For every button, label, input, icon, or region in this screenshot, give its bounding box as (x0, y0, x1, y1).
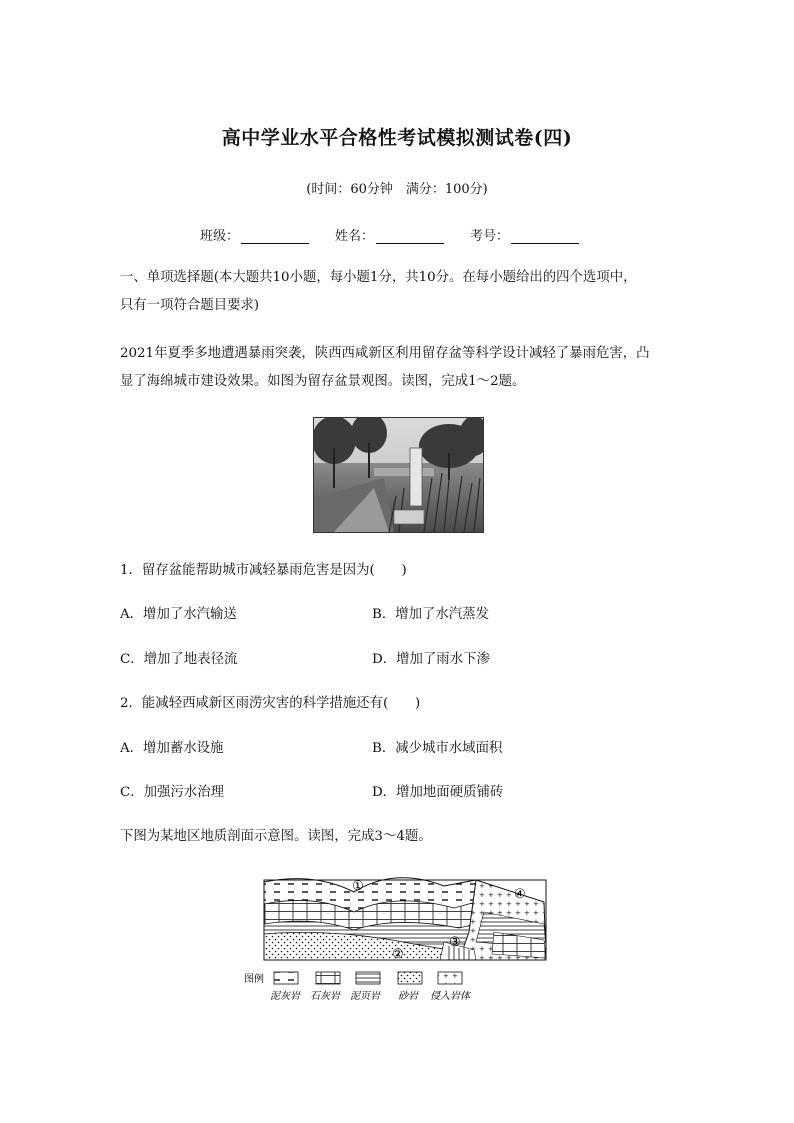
question-2-option-b[interactable]: B．减少城市水域面积 (372, 741, 503, 756)
name-blank[interactable] (376, 229, 444, 244)
question-2-option-d[interactable]: D．增加地面硬质铺砖 (372, 785, 504, 800)
marker-2: ② (392, 947, 404, 962)
legend-swatch-marl (274, 972, 298, 984)
section-instructions (120, 264, 680, 320)
question-1-stem: 1．留存盆能帮助城市减轻暴雨危害是因为( ) (120, 563, 407, 578)
section-instructions-line-2: 只有一项符合题目要求) (120, 298, 260, 313)
legend-swatch-limestone (316, 972, 340, 984)
legend-label-shale: 泥页岩 (350, 991, 380, 1002)
question-1-option-c[interactable]: C．增加了地表径流 (120, 652, 238, 667)
legend-label-intrusive: 侵入岩体 (430, 991, 470, 1002)
question-2-option-c[interactable]: C．加强污水治理 (120, 785, 224, 800)
passage-1 (120, 340, 680, 396)
legend-label-sandstone: 砂岩 (398, 991, 418, 1002)
legend-label-limestone: 石灰岩 (310, 991, 340, 1002)
passage-1-line-2: 显了海绵城市建设效果。如图为留存盆景观图。读图，完成1～2题。 (120, 374, 526, 389)
legend-swatch-shale (356, 972, 380, 984)
exam-number-blank[interactable] (511, 229, 579, 244)
marker-1: ① (352, 879, 364, 894)
class-blank[interactable] (241, 229, 309, 244)
retention-basin-photo-drawing (314, 418, 483, 532)
exam-meta: (时间：60分钟 满分：100分) (306, 182, 488, 197)
legend-swatch-intrusive (438, 972, 462, 984)
name-label: 姓名： (335, 229, 375, 244)
geologic-section-drawing (244, 872, 554, 1002)
section-instructions-line-1: 一、单项选择题(本大题共10小题，每小题1分，共10分。在每小题给出的四个选项中， (120, 270, 637, 285)
passage-2: 下图为某地区地质剖面示意图。读图，完成3～4题。 (120, 829, 432, 844)
legend-swatch-sandstone (398, 972, 422, 984)
class-label: 班级： (200, 229, 240, 244)
student-info (200, 225, 579, 244)
retention-basin-photo (313, 417, 484, 533)
question-1-option-b[interactable]: B．增加了水汽蒸发 (372, 607, 489, 622)
marker-3: ③ (449, 935, 461, 950)
legend-label-marl: 泥灰岩 (270, 991, 300, 1002)
question-1-option-d[interactable]: D．增加了雨水下渗 (372, 652, 490, 667)
exam-number-label: 考号： (470, 229, 510, 244)
name-field[interactable] (335, 225, 444, 244)
marker-4: ④ (514, 887, 526, 902)
exam-number-field[interactable] (470, 225, 579, 244)
passage-1-line-1: 2021年夏季多地遭遇暴雨突袭，陕西西咸新区利用留存盆等科学设计减轻了暴雨危害，凸 (120, 346, 650, 361)
geologic-section-diagram (244, 872, 554, 1002)
question-1-option-a[interactable]: A．增加了水汽输送 (120, 607, 237, 622)
question-2-stem: 2．能减轻西咸新区雨涝灾害的科学措施还有( ) (120, 696, 421, 711)
legend-title: 图例 (244, 974, 264, 985)
question-2-option-a[interactable]: A．增加蓄水设施 (120, 741, 224, 756)
class-field[interactable] (200, 225, 309, 244)
page-title: 高中学业水平合格性考试模拟测试卷(四) (221, 127, 573, 149)
